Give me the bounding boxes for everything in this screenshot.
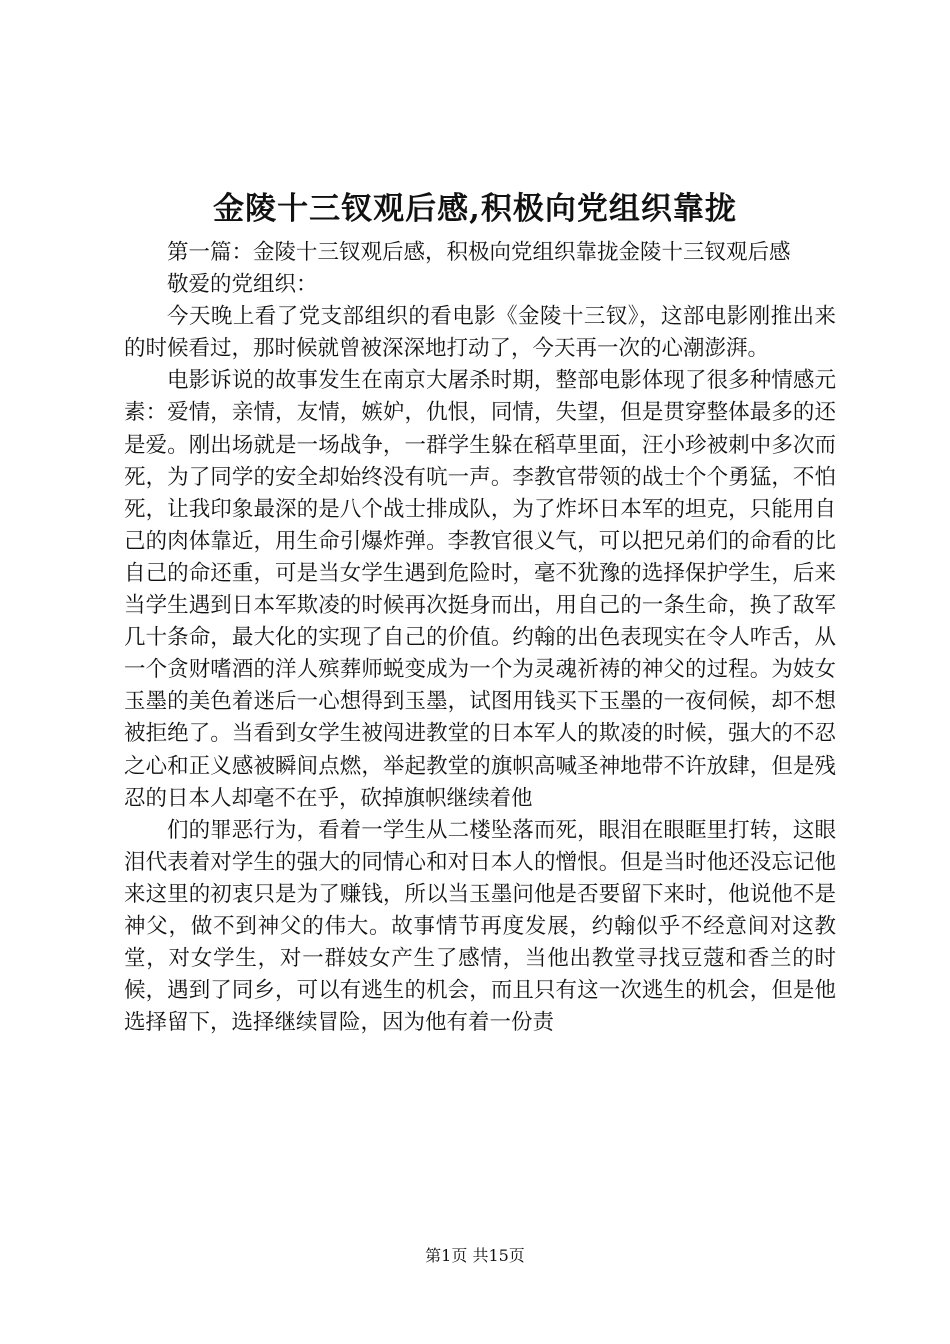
paragraph: 今天晚上看了党支部组织的看电影《金陵十三钗》，这部电影刚推出来的时候看过，那时候就曾被深深地打动了，今天再一次的心潮澎湃。: [124, 304, 836, 362]
page-footer: 第1页 共15页: [425, 1246, 525, 1265]
paragraph: 们的罪恶行为，看着一学生从二楼坠落而死，眼泪在眼眶里打转，这眼泪代表着对学生的强大的同情心和对日本人的憎恨。但是当时他还没忘记他来这里的初衷只是为了赚钱，所以当玉墨问他是否要留下来时，他说他不是神父，做不到神父的伟大。故事情节再度发展，约翰似乎不经意间对这教堂，对女学生，对一群妓女产生了感情，当他出教堂寻找豆蔻和香兰的时候，遇到了同乡，可以有逃生的机会，而且只有这一次逃生的机会，但是他选择留下，选择继续冒险，因为他有着一份责: [124, 817, 836, 1036]
document-body: [124, 237, 836, 1039]
paragraph: 敬爱的党组织：: [167, 272, 318, 298]
paragraph: 第一篇：金陵十三钗观后感，积极向党组织靠拢金陵十三钗观后感: [167, 240, 791, 265]
paragraph: 电影诉说的故事发生在南京大屠杀时期，整部电影体现了很多种情感元素：爱情，亲情，友情，嫉妒，仇恨，同情，失望，但是贯穿整体最多的还是爱。刚出场就是一场战争，一群学生躲在稻草里面，汪小珍被刺中多次而死，为了同学的安全却始终没有吭一声。李教官带领的战士个个勇猛，不怕死，让我印象最深的是八个战士排成队，为了炸坏日本军的坦克，只能用自己的肉体靠近，用生命引爆炸弹。李教官很义气，可以把兄弟们的命看的比自己的命还重，可是当女学生遇到危险时，毫不犹豫的选择保护学生，后来当学生遇到日本军欺凌的时候再次挺身而出，用自己的一条生命，换了敌军几十条命，最大化的实现了自己的价值。约翰的出色表现实在令人咋舌，从一个贪财嗜酒的洋人殡葬师蜕变成为一个为灵魂祈祷的神父的过程。为妓女玉墨的美色着迷后一心想得到玉墨，试图用钱买下玉墨的一夜伺候，却不想被拒绝了。当看到女学生被闯进教堂的日本军人的欺凌的时候，强大的不忍之心和正义感被瞬间点燃，举起教堂的旗帜高喊圣神地带不许放肆，但是残忍的日本人却毫不在乎，砍掉旗帜继续着他: [124, 368, 836, 811]
document-title: 金陵十三钗观后感,积极向党组织靠拢: [213, 191, 737, 227]
